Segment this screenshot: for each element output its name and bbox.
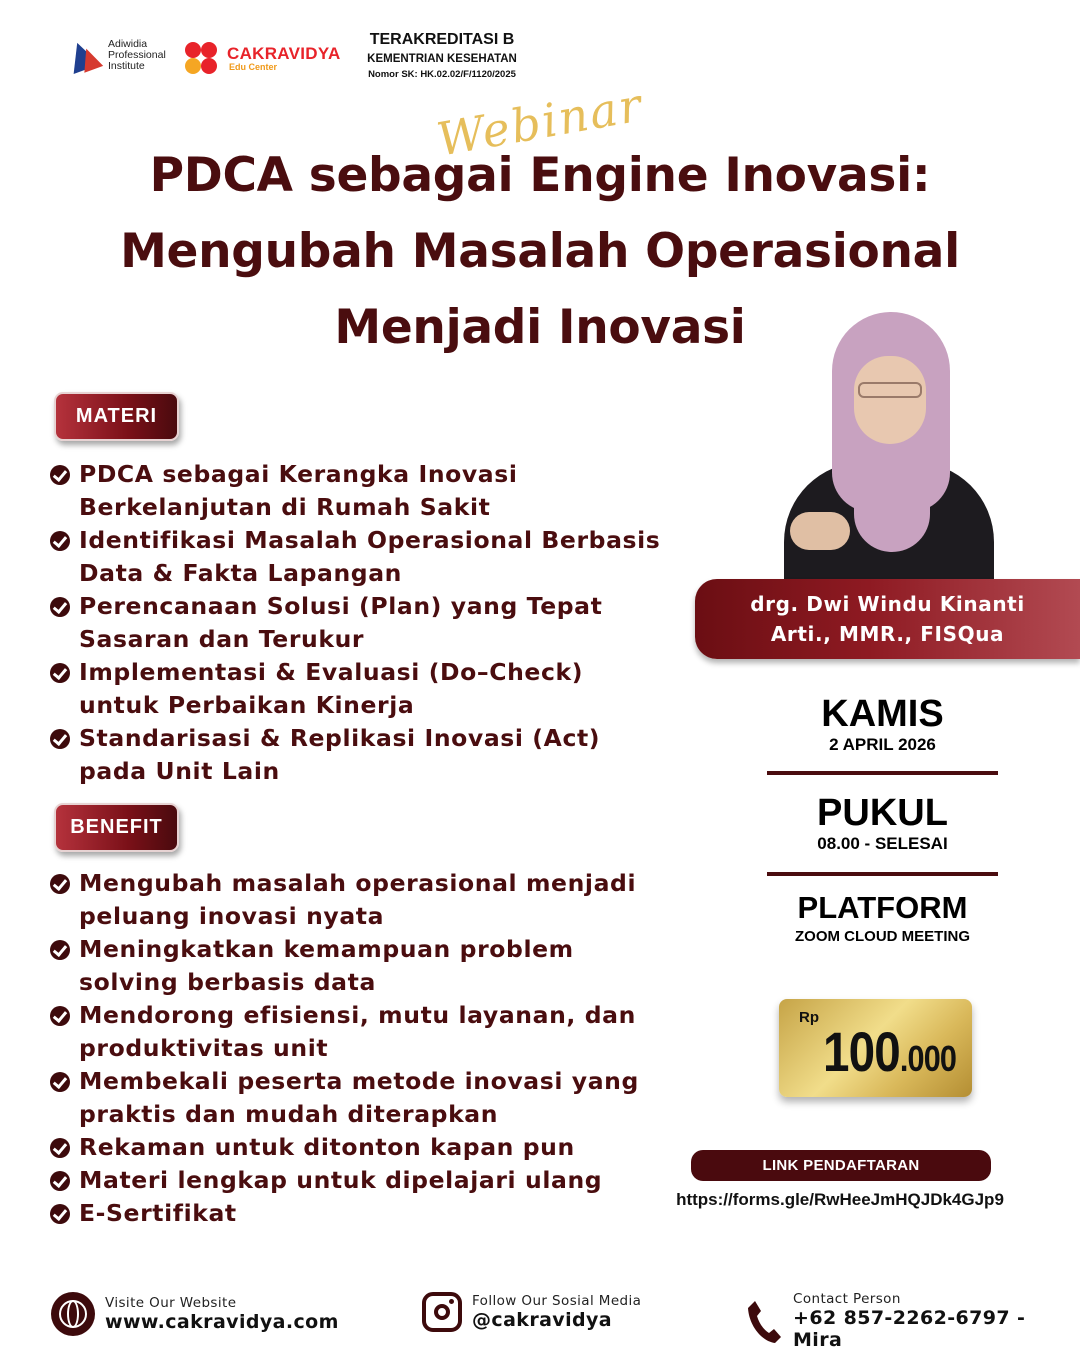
social-label: Follow Our Sosial Media: [472, 1292, 642, 1309]
benefit-item: Mendorong efisiensi, mutu layanan, dan produktivitas unit: [50, 999, 670, 1065]
accreditation-status: TERAKREDITASI B: [369, 31, 515, 48]
footer-website[interactable]: [51, 1292, 339, 1336]
check-circle-icon: [50, 597, 70, 617]
adiwidia-logo: [66, 38, 180, 72]
benefit-item: Meningkatkan kemampuan problem solving berbasis data: [50, 933, 670, 999]
sk-number: Nomor SK: HK.02.02/F/1120/2025: [368, 69, 516, 80]
materi-item: Perencanaan Solusi (Plan) yang Tepat Sasaran dan Terukur: [50, 590, 670, 656]
time-label: PUKUL: [817, 792, 948, 834]
check-circle-icon: [50, 1138, 70, 1158]
footer-contact[interactable]: [745, 1292, 1080, 1350]
platform-value: ZOOM CLOUD MEETING: [795, 928, 970, 945]
benefit-item: E-Sertifikat: [50, 1197, 670, 1230]
check-circle-icon: [50, 1171, 70, 1191]
platform-label: PLATFORM: [797, 890, 968, 925]
check-circle-icon: [50, 663, 70, 683]
event-day: [767, 694, 998, 756]
materi-list: [50, 458, 670, 788]
benefit-item: Membekali peserta metode inovasi yang praktis dan mudah diterapkan: [50, 1065, 670, 1131]
ministry-name: KEMENTRIAN KESEHATAN: [367, 53, 517, 65]
adiwidia-logo-text: Adiwidia Professional Institute: [108, 37, 166, 72]
accreditation-block: [350, 30, 534, 82]
materi-item: PDCA sebagai Kerangka Inovasi Berkelanjutan di Rumah Sakit: [50, 458, 670, 524]
contact-label: Contact Person: [793, 1291, 901, 1307]
materi-badge: MATERI: [54, 392, 179, 441]
check-circle-icon: [50, 874, 70, 894]
benefit-item: Materi lengkap untuk dipelajari ulang: [50, 1164, 670, 1197]
divider: [767, 872, 998, 876]
footer-social[interactable]: [422, 1292, 641, 1332]
event-platform: [767, 890, 998, 948]
title-line-1: PDCA sebagai Engine Inovasi:: [149, 148, 931, 203]
event-time: [767, 793, 998, 855]
title-line-2: Mengubah Masalah Operasional: [120, 224, 960, 279]
speaker-name: drg. Dwi Windu Kinanti: [750, 592, 1025, 616]
check-circle-icon: [50, 940, 70, 960]
divider: [767, 771, 998, 775]
contact-number[interactable]: +62 857-2262-6797 - Mira: [793, 1307, 1026, 1350]
globe-icon: [51, 1292, 95, 1336]
cakravidya-sub: Edu Center: [229, 61, 278, 72]
cakravidya-name: CAKRAVIDYA: [227, 43, 341, 63]
phone-icon: [745, 1299, 783, 1345]
check-circle-icon: [50, 1204, 70, 1224]
cakravidya-logo-icon: [183, 40, 221, 76]
time-value: 08.00 - SELESAI: [817, 834, 948, 853]
cakravidya-logo: [183, 40, 341, 76]
check-circle-icon: [50, 465, 70, 485]
website-label: Visite Our Website: [105, 1294, 237, 1311]
check-circle-icon: [50, 1006, 70, 1026]
webinar-script-label: Webinar: [432, 77, 648, 167]
registration-url[interactable]: https://forms.gle/RwHeeJmHQJDk4GJp9: [676, 1190, 1004, 1209]
materi-item: Identifikasi Masalah Operasional Berbasis Data & Fakta Lapangan: [50, 524, 670, 590]
registration-link-button[interactable]: LINK PENDAFTARAN: [691, 1150, 991, 1181]
title-line-3: Menjadi Inovasi: [334, 300, 746, 355]
speaker-credentials: Arti., MMR., FISQua: [770, 622, 1005, 646]
price-tag: [779, 999, 972, 1097]
materi-item: Implementasi & Evaluasi (Do–Check) untuk Perbaikan Kinerja: [50, 656, 670, 722]
website-link[interactable]: www.cakravidya.com: [105, 1310, 339, 1333]
adiwidia-logo-icon: [66, 38, 102, 72]
price-currency: Rp: [799, 1009, 819, 1026]
benefit-list: [50, 867, 670, 1230]
instagram-icon: [422, 1292, 462, 1332]
benefit-badge: BENEFIT: [54, 803, 179, 852]
materi-item: Standarisasi & Replikasi Inovasi (Act) pada Unit Lain: [50, 722, 670, 788]
day-label: KAMIS: [821, 693, 944, 735]
page-title: [40, 138, 1040, 366]
social-handle[interactable]: @cakravidya: [472, 1308, 613, 1331]
speaker-name-box: [695, 579, 1080, 659]
benefit-item: Rekaman untuk ditonton kapan pun: [50, 1131, 670, 1164]
check-circle-icon: [50, 531, 70, 551]
check-circle-icon: [50, 1072, 70, 1092]
event-date: 2 APRIL 2026: [829, 735, 936, 754]
check-circle-icon: [50, 729, 70, 749]
price-amount: 100.000: [823, 1020, 957, 1083]
benefit-item: Mengubah masalah operasional menjadi peluang inovasi nyata: [50, 867, 670, 933]
